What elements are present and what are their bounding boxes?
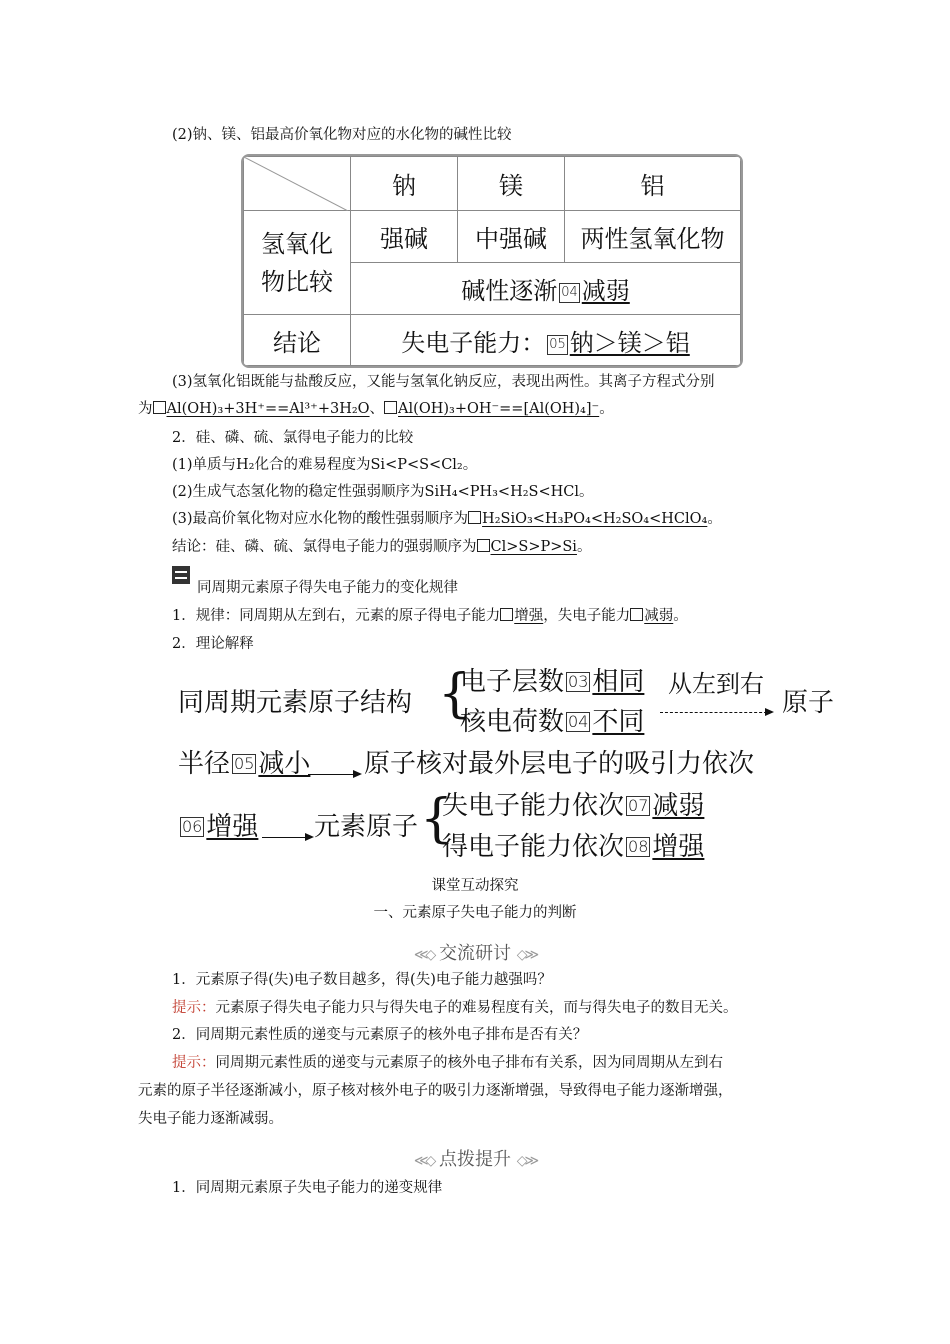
- cell-conclusion: 失电子能力： 05 钠＞镁＞铝: [351, 315, 741, 366]
- last-line: 1．同周期元素原子失电子能力的递变规律: [172, 1180, 443, 1196]
- question-2: 2．同周期元素性质的递变与元素原子的核外电子排布是否有关？: [172, 1027, 588, 1043]
- chevron-left-icon: ≪◇: [413, 1153, 434, 1169]
- blank-box-icon: [468, 511, 481, 524]
- diagram-row2-text: 原子核对最外层电子的吸引力依次: [364, 749, 755, 779]
- blank-box-icon: [477, 539, 490, 552]
- section-title-2: (2)钠、镁、铝最高价氧化物对应的水化物的碱性比较: [172, 127, 512, 143]
- diagonal-line: [244, 157, 348, 211]
- blank-box-icon: [384, 401, 397, 414]
- diagram-branch2: 核电荷数 04 不同: [460, 707, 645, 737]
- point-heading: ≪◇ 点拨提升 ◇≫: [413, 1149, 537, 1170]
- brace-icon: {: [420, 789, 454, 849]
- section-two-icon: [172, 566, 190, 584]
- rule-line: 1．规律：同周期从左到右，元素的原子得电子能力 增强，失电子能力 减弱。: [172, 608, 688, 624]
- blank-number: 05: [547, 335, 568, 355]
- arrow-icon: [308, 764, 360, 783]
- part2-item2: (2)生成气态氢化物的稳定性强弱顺序为SiH₄<PH₃<H₂S<HCl。: [172, 484, 594, 500]
- cell-amphoteric: 两性氢氧化物: [565, 211, 741, 263]
- blank-box-icon: [153, 401, 166, 414]
- brace-icon: {: [438, 664, 472, 724]
- cell-medium-base: 中强碱: [458, 211, 565, 263]
- chevron-right-icon: ◇≫: [516, 1153, 537, 1169]
- diagram-branch3: 失电子能力依次 07 减弱: [442, 791, 705, 821]
- part2-item1: (1)单质与H₂化合的难易程度为Si<P<S<Cl₂。: [172, 457, 478, 473]
- blank-answer: 减弱: [581, 277, 630, 305]
- theory-title: 2．理论解释: [172, 636, 254, 652]
- answer-2-line2: 元素的原子半径逐渐减小，原子核对核外电子的吸引力逐渐增强，导致得电子能力逐渐增强，: [138, 1083, 733, 1099]
- header-aluminum: 铝: [565, 157, 741, 211]
- section3-line1: (3)氢氧化铝既能与盐酸反应，又能与氢氧化钠反应，表现出两性。其离子方程式分别: [172, 374, 715, 390]
- section3-line2: 为 Al(OH)₃+3H⁺==Al³⁺+3H₂O、 Al(OH)₃+OH⁻==[Al(OH)₄]⁻。: [138, 401, 614, 417]
- hydroxide-comparison-table: [241, 154, 743, 368]
- arrow-icon: [660, 702, 772, 721]
- diagram-row3-text: 元素原子: [314, 812, 419, 842]
- diagram-branch4: 得电子能力依次 08 增强: [442, 832, 705, 862]
- equation-1: Al(OH)₃+3H⁺==Al³⁺+3H₂O: [166, 401, 370, 417]
- arrow-label: 从左到右: [668, 670, 764, 698]
- diagram-branch1: 电子层数 03 相同: [460, 667, 645, 697]
- header-magnesium: 镁: [458, 157, 565, 211]
- row-label-conclusion: 结论: [244, 315, 351, 366]
- blank-box-icon: [500, 608, 513, 621]
- diagram-end1: 原子: [782, 688, 835, 718]
- sub-title: 一、元素原子失电子能力的判断: [373, 905, 577, 921]
- blank-number: 04: [559, 283, 580, 303]
- part2-title: 2．硅、磷、硫、氯得电子能力的比较: [172, 430, 414, 446]
- part2-conclusion: 结论：硅、磷、硫、氯得电子能力的强弱顺序为 Cl>S>P>Si。: [172, 539, 592, 555]
- section-heading: 同周期元素原子得失电子能力的变化规律: [197, 580, 458, 596]
- blank-box-icon: [630, 608, 643, 621]
- part2-item3: (3)最高价氧化物对应水化物的酸性强弱顺序为 H₂SiO₃<H₃PO₄<H₂SO₄<HClO₄。: [172, 511, 722, 527]
- class-title: 课堂互动探究: [431, 878, 519, 894]
- chevron-right-icon: ◇≫: [516, 947, 537, 963]
- diagram-row3: 06 增强: [182, 812, 259, 842]
- diagram-row2: 半径 05 减小: [178, 749, 311, 779]
- diagram-start: 同周期元素原子结构: [178, 688, 413, 718]
- cell-basicity-trend: 碱性逐渐 04 减弱: [351, 263, 741, 315]
- equation-2: Al(OH)₃+OH⁻==[Al(OH)₄]⁻: [398, 401, 600, 417]
- answer-2-line1: 提示：同周期元素性质的递变与元素原子的核外电子排布有关系，因为同周期从左到右: [172, 1055, 723, 1071]
- cell-strong-base: 强碱: [351, 211, 458, 263]
- arrow-icon: [262, 827, 312, 846]
- table-corner-cell: [244, 157, 351, 211]
- answer-2-line3: 失电子能力逐渐减弱。: [138, 1111, 283, 1127]
- question-1: 1．元素原子得(失)电子数目越多，得(失)电子能力越强吗？: [172, 972, 552, 988]
- exchange-heading: ≪◇ 交流研讨 ◇≫: [413, 943, 537, 964]
- chevron-left-icon: ≪◇: [413, 947, 434, 963]
- header-sodium: 钠: [351, 157, 458, 211]
- blank-answer: 钠＞镁＞铝: [569, 328, 690, 357]
- answer-1: 提示：元素原子得失电子能力只与得失电子的难易程度有关，而与得失电子的数目无关。: [172, 1000, 738, 1016]
- row-label-hydroxide: 氢氧化物比较: [244, 211, 351, 315]
